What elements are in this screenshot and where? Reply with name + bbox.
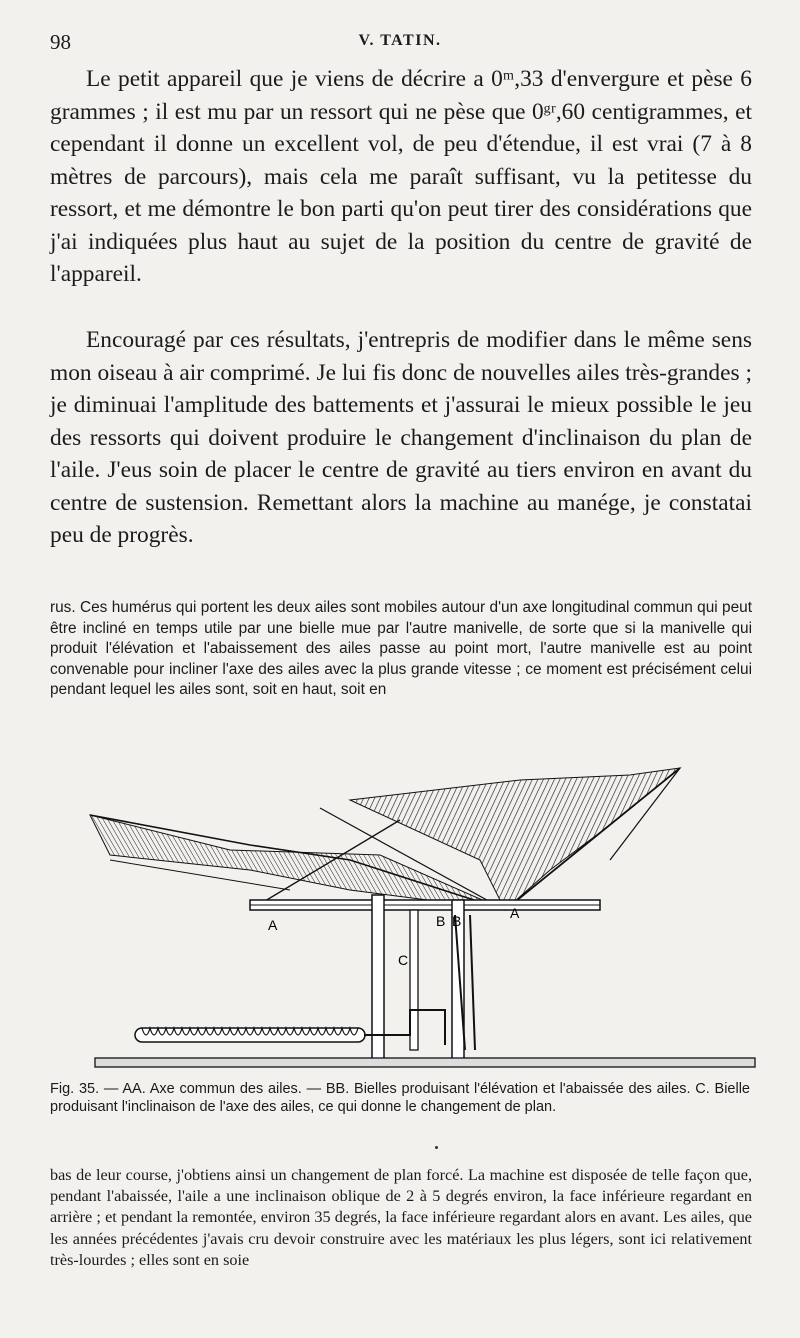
base-rail (95, 1058, 755, 1067)
running-head: V. TATIN. (358, 32, 442, 49)
page-number: 98 (50, 30, 71, 54)
caption-text: Fig. 35. — AA. Axe commun des ailes. — BB. Bielles produisant l'élévation et l'abaissée des ailes. C. Bielle produisant l'inclinaison de l'axe des ailes, ce qui donne le changement de plan. (50, 1081, 750, 1115)
label-b-2: B (452, 913, 462, 929)
label-b-1: B (436, 913, 446, 929)
footnote-text: bas de leur course, j'obtiens ainsi un changement de plan forcé. La machine est disposée de telle façon que, pendant l'abaissée, l'aile a une inclinaison oblique de 2 à 5 degrés environ, la face inférieure regardant en arrière ; et pendant la remontée, environ 35 degrés, la face inférieure regardant alors en avant. Les ailes, que les années précédentes j'avais cru devoir construire avec les matériaux les plus légers, sont ici relativement très-lourdes ; elles sont en soie (50, 1166, 752, 1269)
bielle-b-2 (470, 915, 475, 1050)
print-speck (435, 1146, 438, 1149)
flying-machine-engraving (50, 760, 760, 1080)
body-paragraph-1 (50, 63, 752, 291)
label-a-left: A (268, 917, 278, 933)
footnote-text: rus. Ces humérus qui portent les deux ailes sont mobiles autour d'un axe longitudinal commun qui peut être incliné en temps utile par une bielle mue par l'autre manivelle, de sorte que si la manivelle qui produit l'élévation et l'abaissement des ailes passe au point mort, l'autre manivelle est au point convenable pour incliner l'axe des ailes avec la plus grande vitesse ; ce moment est précisément celui pendant lequel les ailes sont, soit en haut, soit en (50, 599, 752, 698)
page-header (50, 30, 750, 58)
paragraph-text: Le petit appareil que je viens de décrire a 0ᵐ,33 d'envergure et pèse 6 grammes ; il est mu par un ressort qui ne pèse que 0ᵍʳ,60 centigrammes, et cependant il donne un excellent vol, de peu d'étendue, il est vrai (7 à 8 mètres de parcours), mais cela me paraît suffisant, vu la petitesse du ressort, et me démontre le bon parti qu'on peut tirer des considérations que j'ai indiquées plus haut au sujet de la position du centre de gravité de l'appareil. (50, 66, 752, 287)
paragraph-text: Encouragé par ces résultats, j'entrepris de modifier dans le même sens mon oiseau à air comprimé. Je lui fis donc de nouvelles ailes très-grandes ; je diminuai l'amplitude des battements et j'assurai le mieux possible le jeu des ressorts qui doivent produire le changement d'inclinaison du plan de l'aile. J'eus soin de placer le centre de gravité au tiers environ en avant du centre de sustension. Remettant alors la machine au manége, je constatai peu de progrès. (50, 327, 752, 548)
footnote-continuation-top (50, 598, 752, 701)
figure-caption (50, 1080, 750, 1116)
label-a-right: A (510, 905, 520, 921)
figure-35-illustration (50, 760, 760, 1080)
label-c: C (398, 952, 409, 968)
bielle-c (410, 910, 418, 1050)
footnote-continuation-bottom (50, 1165, 752, 1271)
body-paragraph-2 (50, 324, 752, 552)
